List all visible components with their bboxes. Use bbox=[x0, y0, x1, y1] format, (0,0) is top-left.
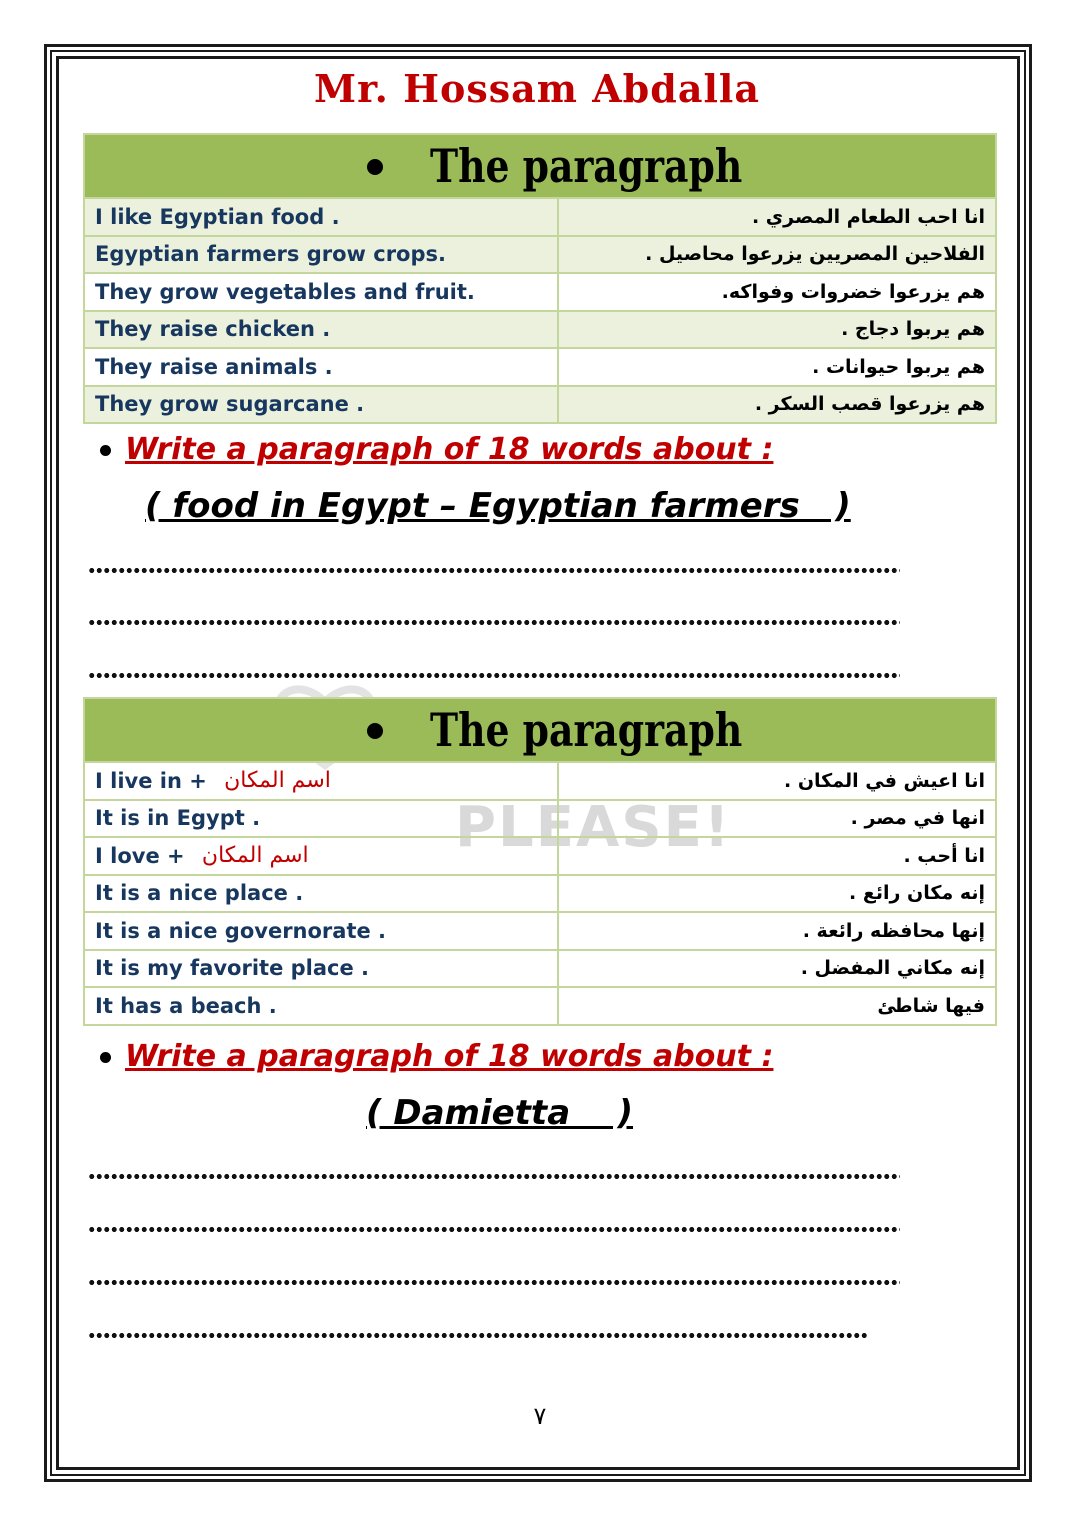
english-sentence: They grow vegetables and fruit. bbox=[85, 274, 559, 310]
english-sentence: They raise chicken . bbox=[85, 312, 559, 348]
english-sentence: It is my favorite place . bbox=[85, 951, 559, 987]
english-sentence: They grow sugarcane . bbox=[85, 387, 559, 423]
place-name-placeholder: اسم المكان bbox=[201, 843, 309, 869]
table-row bbox=[85, 310, 995, 348]
arabic-translation: إنه مكاني المفضل . bbox=[800, 957, 985, 980]
bullet-icon bbox=[367, 723, 383, 739]
arabic-translation: انها في مصر . bbox=[850, 807, 985, 830]
english-sentence bbox=[85, 763, 559, 799]
sentence-start: I love + bbox=[95, 843, 185, 868]
english-sentence: It is in Egypt . bbox=[85, 801, 559, 837]
place-name-placeholder: اسم المكان bbox=[224, 768, 331, 794]
writing-task-2 bbox=[100, 1039, 773, 1074]
arabic-translation: هم يزرعوا خضروات وفواكه. bbox=[721, 280, 985, 303]
writing-task-1 bbox=[100, 432, 773, 467]
english-sentence: It is a nice governorate . bbox=[85, 913, 559, 949]
table-row bbox=[85, 799, 995, 837]
arabic-translation: هم يربوا حيوانات . bbox=[812, 355, 985, 378]
topic-2: ( Damietta ) bbox=[366, 1093, 634, 1133]
english-sentence: Egyptian farmers grow crops. bbox=[85, 237, 559, 273]
arabic-translation: انا احب الطعام المصري . bbox=[751, 205, 985, 228]
page-number: ٧ bbox=[533, 1402, 547, 1430]
table-row bbox=[85, 874, 995, 912]
english-sentence: I like Egyptian food . bbox=[85, 199, 559, 235]
section-title-1: The paragraph bbox=[430, 139, 743, 193]
arabic-translation: انا أحب . bbox=[903, 844, 985, 867]
english-sentence: They raise animals . bbox=[85, 349, 559, 385]
arabic-translation: الفلاحين المصريين يزرعوا محاصيل . bbox=[645, 243, 985, 266]
writing-line[interactable] bbox=[88, 1172, 900, 1181]
table-row bbox=[85, 272, 995, 310]
sentence-start: I live in + bbox=[95, 768, 207, 793]
english-sentence bbox=[85, 838, 559, 874]
table-row bbox=[85, 235, 995, 273]
writing-line[interactable] bbox=[88, 1225, 900, 1234]
english-sentence: It has a beach . bbox=[85, 988, 559, 1024]
task-text: Write a paragraph of 18 words about : bbox=[125, 1039, 774, 1074]
arabic-translation: إنها محافظه رائعة . bbox=[802, 919, 985, 942]
table-row bbox=[85, 836, 995, 874]
table-row bbox=[85, 949, 995, 987]
watermark-text: PLEASE! bbox=[455, 795, 732, 860]
table-row bbox=[85, 911, 995, 949]
task-text: Write a paragraph of 18 words about : bbox=[125, 432, 774, 467]
table-row bbox=[85, 385, 995, 423]
arabic-translation: هم يربوا دجاج . bbox=[841, 318, 985, 341]
author-name: Mr. Hossam Abdalla bbox=[314, 66, 760, 111]
vocab-table-1 bbox=[83, 133, 997, 424]
arabic-translation: فيها شاطئ bbox=[877, 994, 985, 1017]
arabic-translation: هم يزرعوا قصب السكر . bbox=[754, 393, 985, 416]
arabic-translation: انا اعيش في المكان . bbox=[783, 769, 985, 792]
table-header-1 bbox=[85, 135, 995, 197]
bullet-icon bbox=[367, 159, 383, 175]
bullet-icon bbox=[100, 445, 111, 456]
table-row bbox=[85, 986, 995, 1024]
topic-1: ( food in Egypt – Egyptian farmers ) bbox=[145, 486, 851, 526]
bullet-icon bbox=[100, 1052, 111, 1063]
section-title-2: The paragraph bbox=[430, 703, 743, 757]
writing-line[interactable] bbox=[88, 1278, 900, 1287]
writing-line[interactable] bbox=[88, 566, 900, 575]
table-row bbox=[85, 197, 995, 235]
table-header-2 bbox=[85, 699, 995, 761]
writing-line[interactable] bbox=[88, 1331, 868, 1340]
vocab-table-2 bbox=[83, 697, 997, 1026]
table-row bbox=[85, 347, 995, 385]
english-sentence: It is a nice place . bbox=[85, 876, 559, 912]
writing-line[interactable] bbox=[88, 618, 900, 627]
arabic-translation: إنه مكان رائع . bbox=[849, 882, 985, 905]
table-row bbox=[85, 761, 995, 799]
writing-line[interactable] bbox=[88, 671, 900, 680]
